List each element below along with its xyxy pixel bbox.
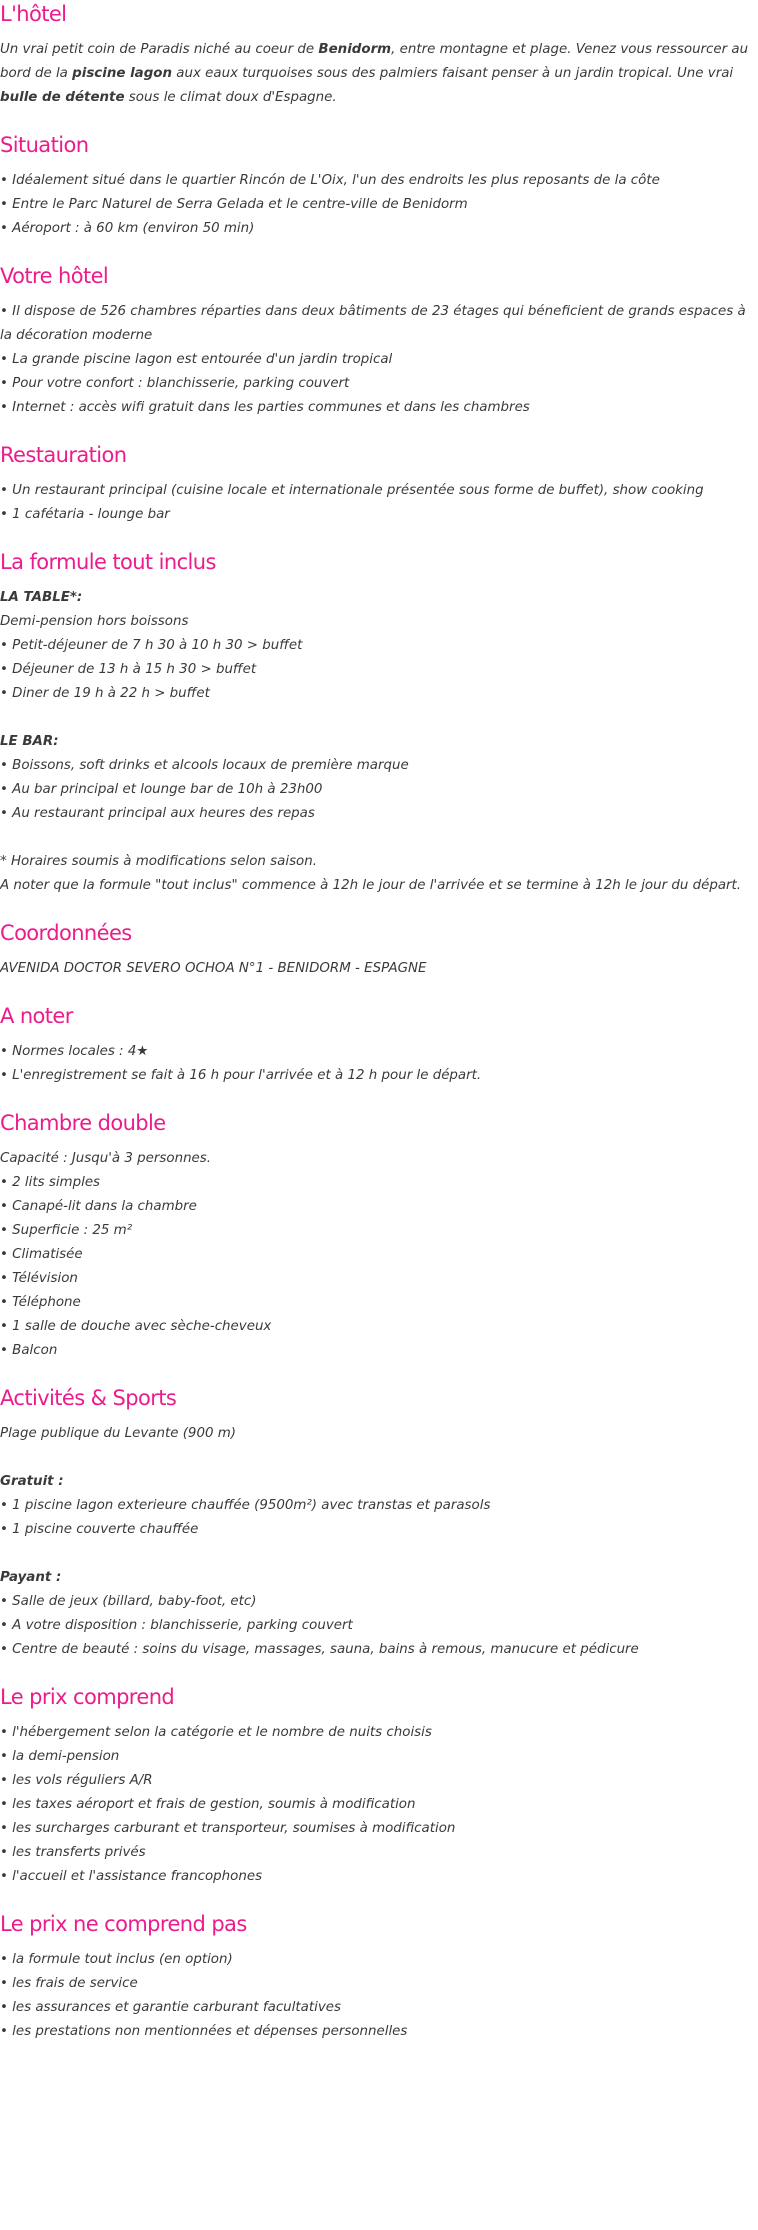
list-item: • Déjeuner de 13 h à 15 h 30 > buffet <box>0 662 257 677</box>
list-item: • l'accueil et l'assistance francophones <box>0 1869 263 1884</box>
list-item: • Centre de beauté : soins du visage, massages, sauna, bains à remous, manucure et pédicure <box>0 1642 639 1657</box>
free-heading <box>0 1470 754 1494</box>
activites-free <box>0 1470 754 1542</box>
list-item: • Salle de jeux (billard, baby-foot, etc) <box>0 1594 257 1609</box>
paid-heading-label: Payant : <box>0 1570 62 1585</box>
list-item: • L'enregistrement se fait à 16 h pour l'arrivée et à 12 h pour le départ. <box>0 1068 482 1083</box>
section-title-formule: La formule tout inclus <box>0 550 216 574</box>
formule-table <box>0 586 754 706</box>
section-title-restauration: Restauration <box>0 443 127 467</box>
list-item: • Boissons, soft drinks et alcools locaux de première marque <box>0 758 409 773</box>
activites-paid <box>0 1566 754 1662</box>
intro-emphasis-piscine: piscine lagon <box>72 66 173 81</box>
list-item: • la demi-pension <box>0 1749 120 1764</box>
section-title-situation: Situation <box>0 133 89 157</box>
section-situation <box>0 131 754 241</box>
list-item: Demi-pension hors boissons <box>0 614 189 629</box>
list-item: • Diner de 19 h à 22 h > buffet <box>0 686 210 701</box>
list-item: • les prestations non mentionnées et dépenses personnelles <box>0 2024 408 2039</box>
list-item: • Petit-déjeuner de 7 h 30 à 10 h 30 > buffet <box>0 638 303 653</box>
formule-bar <box>0 730 754 826</box>
intro-text: sous le climat doux d'Espagne. <box>124 90 337 105</box>
intro-text: aux eaux turquoises sous des palmiers faisant penser à un jardin tropical. Une vrai <box>172 66 738 81</box>
list-item: • les assurances et garantie carburant facultatives <box>0 2000 341 2015</box>
section-title-hotel: L'hôtel <box>0 2 67 26</box>
list-item: • 1 salle de douche avec sèche-cheveux <box>0 1319 272 1334</box>
section-chambre <box>0 1109 754 1363</box>
list-item: • les vols réguliers A/R <box>0 1773 153 1788</box>
list-item: • Normes locales : 4★ <box>0 1044 149 1059</box>
list-item: • les surcharges carburant et transporteur, soumises à modification <box>0 1821 456 1836</box>
list-item: • 1 piscine lagon exterieure chauffée (9500m²) avec transtas et parasols <box>0 1498 491 1513</box>
list-item: • Télévision <box>0 1271 78 1286</box>
list-item: • Superficie : 25 m² <box>0 1223 133 1238</box>
section-prix-ne-comprend <box>0 1910 754 2044</box>
note: * Horaires soumis à modifications selon saison. <box>0 854 317 869</box>
activites-beach <box>0 1422 754 1446</box>
table-heading <box>0 586 754 610</box>
list-item: • les transferts privés <box>0 1845 146 1860</box>
note: A noter que la formule "tout inclus" commence à 12h le jour de l'arrivée et se termine à 12h le jour du départ. <box>0 878 742 893</box>
a-noter-list <box>0 1040 754 1088</box>
list-item: • Il dispose de 526 chambres réparties dans deux bâtiments de 23 étages qui béneficient de grands espaces à la décoration moderne <box>0 304 750 343</box>
section-prix-comprend <box>0 1683 754 1889</box>
prix-ne-comprend-list <box>0 1948 754 2044</box>
section-title-coordonnees: Coordonnées <box>0 921 132 945</box>
list-item: • Canapé-lit dans la chambre <box>0 1199 197 1214</box>
list-item: • Climatisée <box>0 1247 83 1262</box>
beach-info: Plage publique du Levante (900 m) <box>0 1426 237 1441</box>
section-hotel <box>0 0 754 110</box>
list-item: • Au bar principal et lounge bar de 10h à 23h00 <box>0 782 323 797</box>
list-item: • Aéroport : à 60 km (environ 50 min) <box>0 221 255 236</box>
coordonnees-block <box>0 957 754 981</box>
section-title-votre-hotel: Votre hôtel <box>0 264 109 288</box>
section-title-a-noter: A noter <box>0 1004 73 1028</box>
section-formule <box>0 548 754 898</box>
intro-emphasis-detente: bulle de détente <box>0 90 125 105</box>
chambre-list <box>0 1147 754 1363</box>
list-item: • Idéalement situé dans le quartier Rincón de L'Oix, l'un des endroits les plus reposants de la côte <box>0 173 660 188</box>
section-a-noter <box>0 1002 754 1088</box>
list-item: • l'hébergement selon la catégorie et le nombre de nuits choisis <box>0 1725 432 1740</box>
free-heading-label: Gratuit : <box>0 1474 64 1489</box>
list-item: • Téléphone <box>0 1295 81 1310</box>
section-title-prix-ne-comprend: Le prix ne comprend pas <box>0 1912 247 1936</box>
intro-text: Un vrai petit coin de Paradis niché au coeur de <box>0 42 319 57</box>
list-item: • 1 cafétaria - lounge bar <box>0 507 170 522</box>
bar-heading <box>0 730 754 754</box>
section-title-activites: Activités & Sports <box>0 1386 177 1410</box>
list-item: • Internet : accès wifi gratuit dans les parties communes et dans les chambres <box>0 400 530 415</box>
section-title-chambre: Chambre double <box>0 1111 166 1135</box>
list-item: • 1 piscine couverte chauffée <box>0 1522 199 1537</box>
list-item: • Balcon <box>0 1343 58 1358</box>
votre-hotel-list <box>0 300 754 420</box>
list-item: Capacité : Jusqu'à 3 personnes. <box>0 1151 212 1166</box>
section-title-prix-comprend: Le prix comprend <box>0 1685 175 1709</box>
address: AVENIDA DOCTOR SEVERO OCHOA N°1 - BENIDORM - ESPAGNE <box>0 961 427 976</box>
bar-heading-label: LE BAR: <box>0 734 59 749</box>
list-item: • 2 lits simples <box>0 1175 101 1190</box>
hotel-intro <box>0 38 754 110</box>
list-item: • Pour votre confort : blanchisserie, parking couvert <box>0 376 350 391</box>
list-item: • les taxes aéroport et frais de gestion, soumis à modification <box>0 1797 416 1812</box>
list-item: • Au restaurant principal aux heures des repas <box>0 806 315 821</box>
restauration-list <box>0 479 754 527</box>
list-item: • La grande piscine lagon est entourée d'un jardin tropical <box>0 352 393 367</box>
list-item: • la formule tout inclus (en option) <box>0 1952 233 1967</box>
list-item: • A votre disposition : blanchisserie, parking couvert <box>0 1618 353 1633</box>
list-item: • Entre le Parc Naturel de Serra Gelada et le centre-ville de Benidorm <box>0 197 468 212</box>
formule-notes <box>0 850 754 898</box>
list-item: • les frais de service <box>0 1976 138 1991</box>
section-votre-hotel <box>0 262 754 420</box>
table-heading-label: LA TABLE*: <box>0 590 83 605</box>
section-coordonnees <box>0 919 754 981</box>
prix-comprend-list <box>0 1721 754 1889</box>
situation-list <box>0 169 754 241</box>
intro-text: , entre montagne et plage. Venez vous ressourcer au bord de la <box>0 42 753 81</box>
paid-heading <box>0 1566 754 1590</box>
list-item: • Un restaurant principal (cuisine locale et internationale présentée sous forme de buffet), show cooking <box>0 483 704 498</box>
section-restauration <box>0 441 754 527</box>
intro-emphasis-benidorm: Benidorm <box>318 42 392 57</box>
section-activites <box>0 1384 754 1662</box>
